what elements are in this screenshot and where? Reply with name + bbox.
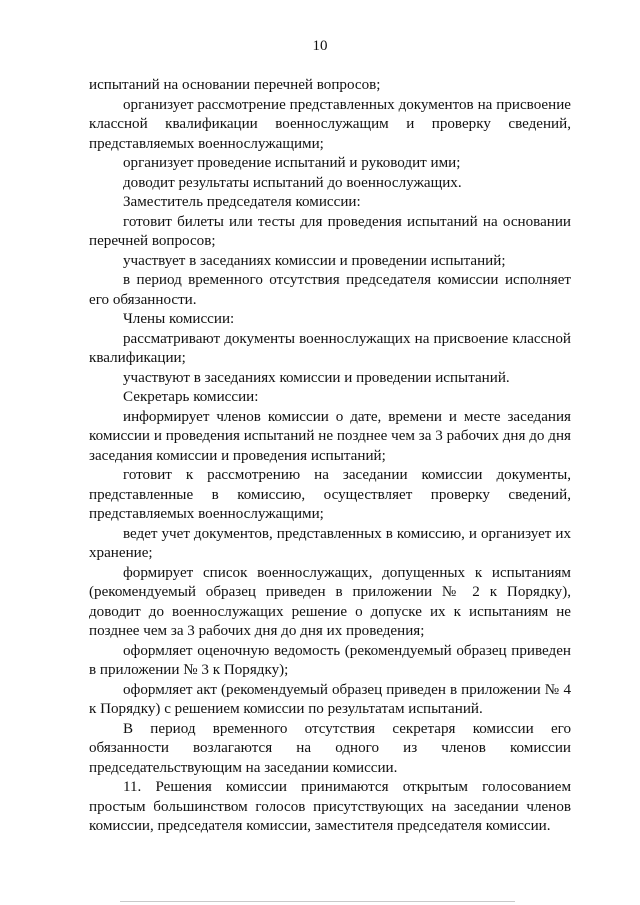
paragraph: оформляет оценочную ведомость (рекомендуемый образец приведен в приложении № 3 к Порядку);: [89, 642, 571, 678]
document-body: [89, 76, 571, 837]
paragraph: оформляет акт (рекомендуемый образец приведен в приложении № 4 к Порядку) с решением комиссии по результатам испытаний.: [89, 681, 571, 717]
paragraph: организует рассмотрение представленных документов на присвоение классной квалификации военнослужащим и проверку сведений, представляемых военнослужащими;: [89, 96, 571, 152]
section-heading: Секретарь комиссии:: [123, 389, 259, 405]
paragraph: доводит результаты испытаний до военнослужащих.: [123, 174, 462, 191]
paragraph: готовит билеты или тесты для проведения испытаний на основании перечней вопросов;: [89, 213, 571, 249]
paragraph: формирует список военнослужащих, допущенных к испытаниям (рекомендуемый образец приведен в приложении № 2 к Порядку), доводит до военнослужащих решение о допуске их к испытаниям не позднее чем за 3 рабочих дня до дня их проведения;: [89, 564, 571, 639]
paragraph: ведет учет документов, представленных в комиссию, и организует их хранение;: [89, 525, 571, 561]
paragraph: информирует членов комиссии о дате, времени и месте заседания комиссии и проведения испытаний не позднее чем за 3 рабочих дня до дня заседания комиссии и проведения испытаний;: [89, 408, 571, 464]
paragraph: в период временного отсутствия председателя комиссии исполняет его обязанности.: [89, 272, 571, 308]
paragraph: участвуют в заседаниях комиссии и проведении испытаний.: [123, 369, 510, 386]
paragraph: испытаний на основании перечней вопросов;: [89, 77, 381, 93]
paragraph: готовит к рассмотрению на заседании комиссии документы, представленные в комиссию, осуществляет проверку сведений, представляемых военнослужащими;: [89, 467, 571, 522]
paragraph: рассматривают документы военнослужащих на присвоение классной квалификации;: [89, 330, 571, 366]
section-heading: Члены комиссии:: [123, 311, 235, 327]
bottom-scan-edge: [120, 901, 515, 902]
paragraph: 11. Решения комиссии принимаются открытым голосованием простым большинством голосов присутствующих на заседании членов комиссии, председателя комиссии, заместителя председателя комиссии.: [89, 779, 571, 834]
section-heading: Заместитель председателя комиссии:: [123, 194, 361, 210]
paragraph: участвует в заседаниях комиссии и проведении испытаний;: [123, 252, 506, 269]
page-number: 10: [312, 38, 328, 54]
paragraph: В период временного отсутствия секретаря комиссии его обязанности возлагаются на одного из членов комиссии председательствующим на заседании комиссии.: [89, 720, 571, 776]
paragraph: организует проведение испытаний и руководит ими;: [123, 155, 461, 171]
